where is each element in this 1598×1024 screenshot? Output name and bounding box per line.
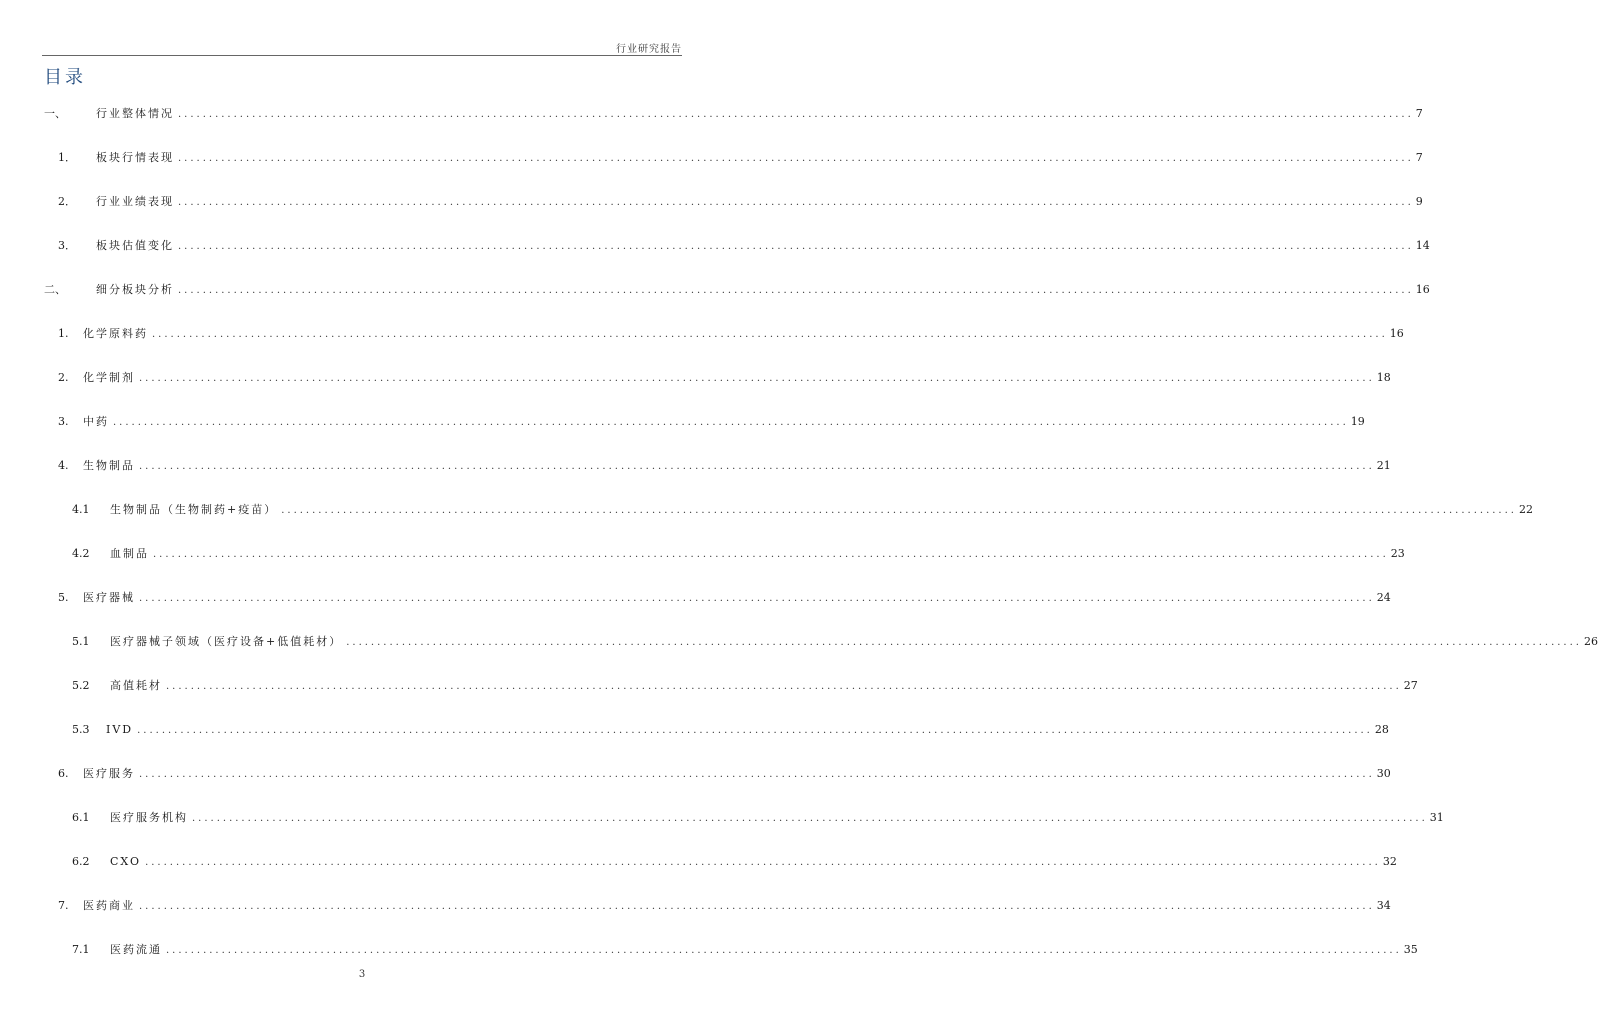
toc-entry-number: 5. [58, 591, 69, 604]
toc-entry-page: 22 [1518, 503, 1533, 516]
toc-entry-number: 1． [58, 151, 76, 164]
toc-entry[interactable] [58, 238, 1430, 254]
toc-entry-number: 6.1 [72, 811, 90, 824]
toc-entry-number: 2. [58, 371, 69, 384]
toc-entry-label: 生物制品 [83, 459, 135, 472]
toc-entry-label: 行业业绩表现 [96, 195, 174, 208]
toc-entry-label: 血制品 [110, 547, 149, 560]
toc-dot-leader: ........................................................................................................................................................................................................ [153, 549, 1389, 560]
toc-entry-number: 4. [58, 459, 69, 472]
toc-entry-number: 6. [58, 767, 69, 780]
toc-entry[interactable] [58, 370, 1391, 386]
toc-entry-label: CXO [110, 855, 142, 868]
toc-entry-number: 4.2 [72, 547, 90, 560]
toc-entry-label: 医疗器械 [83, 591, 135, 604]
toc-dot-leader: ........................................................................................................................................................................................................ [139, 373, 1375, 384]
toc-dot-leader: ........................................................................................................................................................................................................ [137, 725, 1373, 736]
toc-entry-page: 14 [1415, 239, 1430, 252]
toc-title: 目录 [44, 67, 86, 88]
toc-entry[interactable] [44, 106, 1423, 122]
toc-entry-label: 行业整体情况 [96, 107, 174, 120]
toc-entry-number: 一、 [44, 107, 66, 120]
toc-dot-leader: ........................................................................................................................................................................................................ [139, 901, 1375, 912]
page-number: 3 [358, 969, 366, 980]
toc-entry-label: 医药流通 [110, 943, 162, 956]
toc-entry-number: 7.1 [72, 943, 90, 956]
toc-entry[interactable] [58, 458, 1391, 474]
toc-entry[interactable] [72, 722, 1389, 738]
toc-entry-label: 板块估值变化 [96, 239, 174, 252]
toc-entry-number: 4.1 [72, 503, 90, 516]
toc-entry-label: 板块行情表现 [96, 151, 174, 164]
toc-entry-label: 医疗服务 [83, 767, 135, 780]
toc-entry[interactable] [72, 810, 1444, 826]
toc-dot-leader: ........................................................................................................................................................................................................ [192, 813, 1428, 824]
toc-entry[interactable] [58, 414, 1365, 430]
toc-entry-page: 9 [1415, 195, 1423, 208]
toc-entry-page: 30 [1376, 767, 1391, 780]
toc-entry-number: 7. [58, 899, 69, 912]
toc-entry-label: 医疗服务机构 [110, 811, 188, 824]
toc-dot-leader: ........................................................................................................................................................................................................ [178, 153, 1414, 164]
toc-dot-leader: ........................................................................................................................................................................................................ [113, 417, 1349, 428]
toc-dot-leader: ........................................................................................................................................................................................................ [139, 461, 1375, 472]
toc-entry-label: 化学制剂 [83, 371, 135, 384]
toc-entry-label: 细分板块分析 [96, 283, 174, 296]
toc-entry-number: 6.2 [72, 855, 90, 868]
toc-entry[interactable] [58, 898, 1391, 914]
toc-entry-page: 35 [1403, 943, 1418, 956]
toc-entry[interactable] [72, 942, 1418, 958]
toc-entry-label: 生物制品（生物制药+疫苗） [110, 503, 278, 516]
toc-entry-number: 5.3 [72, 723, 90, 736]
toc-dot-leader: ........................................................................................................................................................................................................ [346, 637, 1582, 648]
toc-entry-label: 医疗器械子领域（医疗设备+低值耗材） [110, 635, 343, 648]
toc-dot-leader: ........................................................................................................................................................................................................ [166, 945, 1402, 956]
toc-entry[interactable] [58, 194, 1423, 210]
toc-dot-leader: ........................................................................................................................................................................................................ [152, 329, 1388, 340]
toc-entry-label: 医药商业 [83, 899, 135, 912]
report-header-title: 行业研究报告 [616, 44, 682, 55]
toc-entry-page: 7 [1415, 151, 1423, 164]
toc-entry[interactable] [58, 150, 1423, 166]
toc-dot-leader: ........................................................................................................................................................................................................ [178, 241, 1414, 252]
toc-entry-label: 中药 [83, 415, 109, 428]
toc-entry-page: 19 [1350, 415, 1365, 428]
toc-entry-number: 1. [58, 327, 69, 340]
toc-dot-leader: ........................................................................................................................................................................................................ [281, 505, 1517, 516]
toc-dot-leader: ........................................................................................................................................................................................................ [166, 681, 1402, 692]
toc-entry-page: 21 [1376, 459, 1391, 472]
toc-entry[interactable] [72, 678, 1418, 694]
toc-dot-leader: ........................................................................................................................................................................................................ [178, 285, 1414, 296]
toc-entry-page: 28 [1374, 723, 1389, 736]
toc-entry[interactable] [58, 766, 1391, 782]
toc-entry-page: 27 [1403, 679, 1418, 692]
toc-entry-page: 7 [1415, 107, 1423, 120]
toc-entry-page: 16 [1415, 283, 1430, 296]
toc-entry-number: 5.1 [72, 635, 90, 648]
toc-entry-page: 16 [1389, 327, 1404, 340]
toc-entry[interactable] [72, 502, 1533, 518]
toc-entry-number: 二、 [44, 283, 66, 296]
toc-entry[interactable] [72, 634, 1598, 650]
toc-dot-leader: ........................................................................................................................................................................................................ [178, 197, 1414, 208]
toc-entry-number: 2． [58, 195, 76, 208]
toc-entry-number: 5.2 [72, 679, 90, 692]
toc-entry-page: 34 [1376, 899, 1391, 912]
toc-entry-page: 18 [1376, 371, 1391, 384]
toc-dot-leader: ........................................................................................................................................................................................................ [178, 109, 1414, 120]
toc-entry-label: 化学原料药 [83, 327, 148, 340]
toc-dot-leader: ........................................................................................................................................................................................................ [139, 769, 1375, 780]
toc-entry-page: 32 [1382, 855, 1397, 868]
toc-entry-label: IVD [106, 723, 134, 736]
toc-dot-leader: ........................................................................................................................................................................................................ [145, 857, 1381, 868]
toc-entry-number: 3． [58, 239, 76, 252]
toc-entry[interactable] [44, 282, 1430, 298]
header-divider [42, 55, 682, 56]
toc-entry[interactable] [58, 590, 1391, 606]
toc-entry-page: 31 [1429, 811, 1444, 824]
toc-entry-page: 23 [1390, 547, 1405, 560]
toc-entry-page: 24 [1376, 591, 1391, 604]
toc-entry-page: 26 [1583, 635, 1598, 648]
toc-entry-number: 3. [58, 415, 69, 428]
toc-entry-label: 高值耗材 [110, 679, 162, 692]
toc-dot-leader: ........................................................................................................................................................................................................ [139, 593, 1375, 604]
toc-entry[interactable] [58, 326, 1404, 342]
toc-entry[interactable] [72, 546, 1405, 562]
toc-entry[interactable] [72, 854, 1397, 870]
